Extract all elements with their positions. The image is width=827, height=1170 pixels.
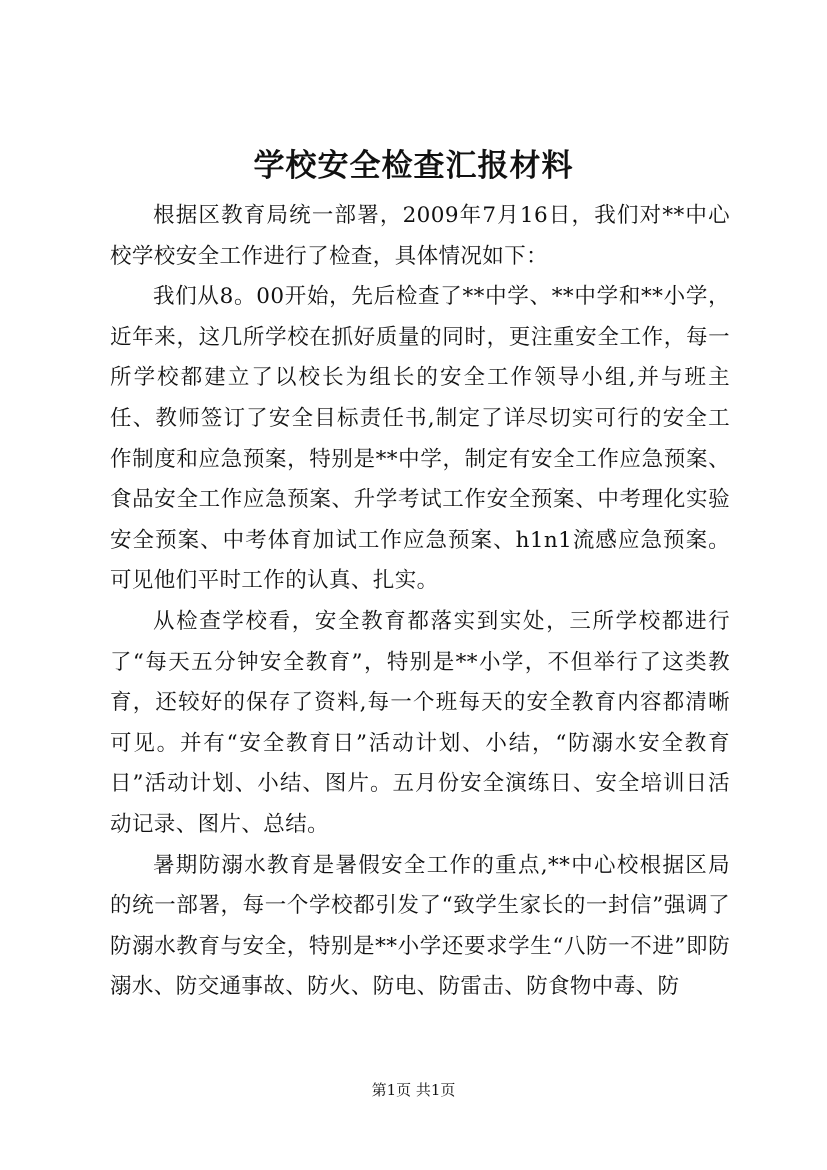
paragraph-2: 我们从8。00开始，先后检查了**中学、**中学和**小学，近年来，这几所学校在抓好质量的同时，更注重安全工作，每一所学校都建立了以校长为组长的安全工作领导小组,并与班主任、教师签订了安全目标责任书,制定了详尽切实可行的安全工作制度和应急预案，特别是**中学，制定有安全工作应急预案、食品安全工作应急预案、升学考试工作安全预案、中考理化实验安全预案、中考体育加试工作应急预案、h1n1流感应急预案。可见他们平时工作的认真、扎实。 xyxy=(110,284,730,594)
paragraph-3: 从检查学校看，安全教育都落实到实处，三所学校都进行了“每天五分钟安全教育”，特别是**小学，不但举行了这类教育，还较好的保存了资料,每一个班每天的安全教育内容都清晰可见。并有“安全教育日”活动计划、小结，“防溺水安全教育日”活动计划、小结、图片。五月份安全演练日、安全培训日活动记录、图片、总结。 xyxy=(110,608,730,837)
page-footer: 第1页 共1页 xyxy=(371,1081,456,1099)
paragraph-1: 根据区教育局统一部署，2009年7月16日，我们对**中心校学校安全工作进行了检查，具体情况如下： xyxy=(110,203,730,269)
paragraph-4: 暑期防溺水教育是暑假安全工作的重点,**中心校根据区局的统一部署，每一个学校都引发了“致学生家长的一封信”强调了防溺水教育与安全，特别是**小学还要求学生“八防一不进”即防溺水、防交通事故、防火、防电、防雷击、防食物中毒、防 xyxy=(110,852,730,1000)
document-body xyxy=(110,196,730,1008)
document-title: 学校安全检查汇报材料 xyxy=(253,148,574,184)
